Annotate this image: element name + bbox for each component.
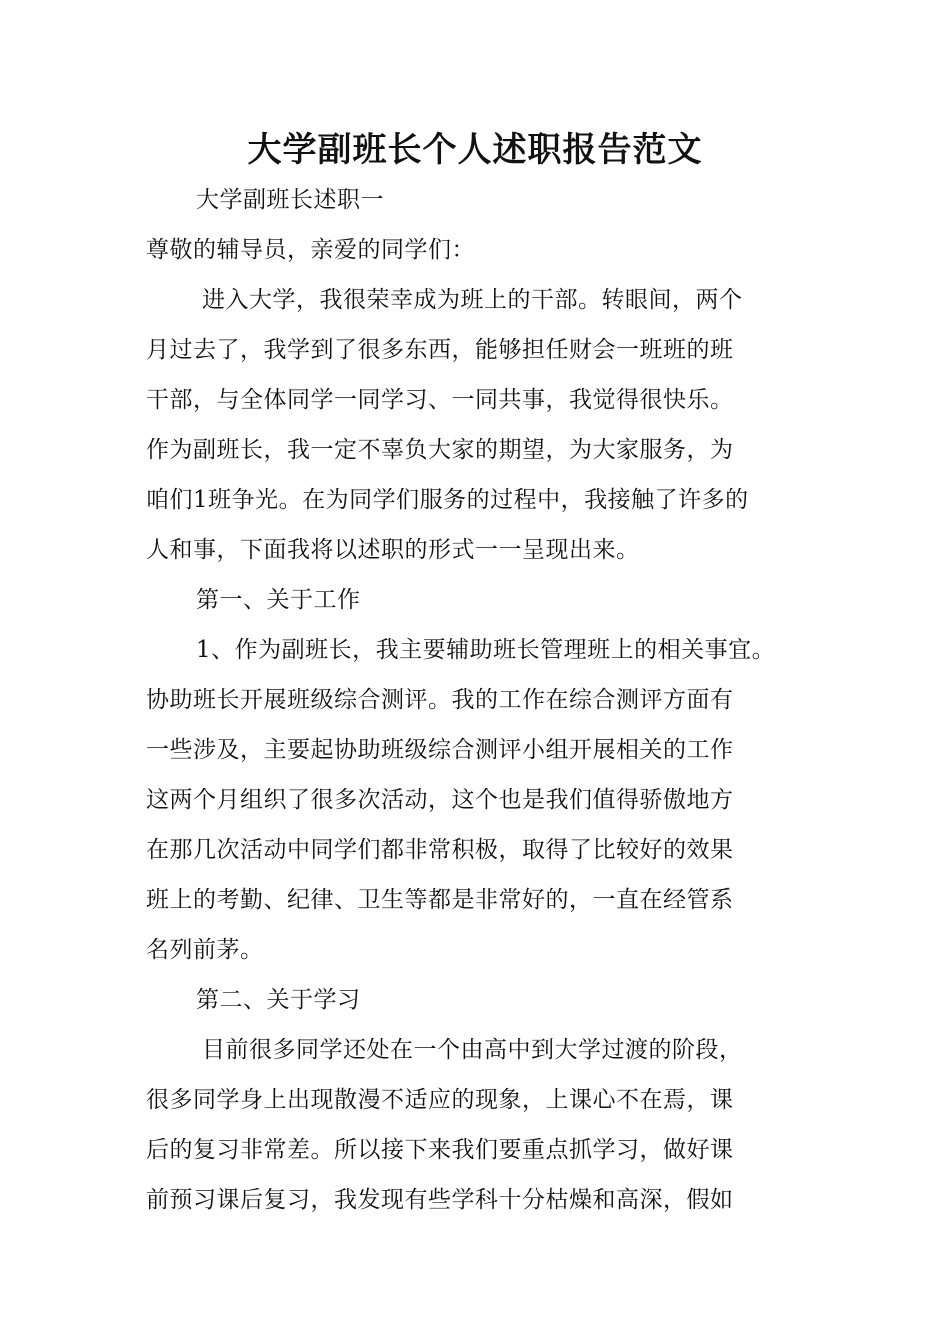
salutation: 尊敬的辅导员，亲爱的同学们：	[146, 237, 475, 263]
paragraph-line: 名列前茅。	[146, 937, 264, 963]
paragraph-line: 进入大学，我很荣幸成为班上的干部。转眼间，两个	[202, 287, 743, 313]
paragraph-line: 这两个月组织了很多次活动，这个也是我们值得骄傲地方	[146, 787, 734, 813]
paragraph-line: 后的复习非常差。所以接下来我们要重点抓学习，做好课	[146, 1137, 734, 1163]
paragraph-line: 前预习课后复习，我发现有些学科十分枯燥和高深，假如	[146, 1187, 734, 1213]
paragraph-line: 人和事，下面我将以述职的形式一一呈现出来。	[146, 537, 640, 563]
paragraph-line: 一些涉及，主要起协助班级综合测评小组开展相关的工作	[146, 737, 734, 763]
paragraph-line: 咱们1班争光。在为同学们服务的过程中，我接触了许多的	[146, 487, 749, 513]
paragraph-line: 班上的考勤、纪律、卫生等都是非常好的，一直在经管系	[146, 887, 734, 913]
section-heading: 第二、关于学习	[196, 987, 361, 1013]
section-heading: 大学副班长述职一	[196, 187, 384, 213]
document-title: 大学副班长个人述职报告范文	[247, 130, 703, 170]
paragraph-line: 月过去了，我学到了很多东西，能够担任财会一班班的班	[146, 337, 734, 363]
paragraph-line: 干部，与全体同学一同学习、一同共事，我觉得很快乐。	[146, 387, 734, 413]
paragraph-line: 1、作为副班长，我主要辅助班长管理班上的相关事宜。	[196, 637, 776, 663]
paragraph-line: 目前很多同学还处在一个由高中到大学过渡的阶段，	[202, 1037, 743, 1063]
paragraph-line: 在那几次活动中同学们都非常积极，取得了比较好的效果	[146, 837, 734, 863]
paragraph-line: 协助班长开展班级综合测评。我的工作在综合测评方面有	[146, 687, 734, 713]
section-heading: 第一、关于工作	[196, 587, 361, 613]
paragraph-line: 很多同学身上出现散漫不适应的现象，上课心不在焉，课	[146, 1087, 734, 1113]
paragraph-line: 作为副班长，我一定不辜负大家的期望，为大家服务，为	[146, 437, 734, 463]
